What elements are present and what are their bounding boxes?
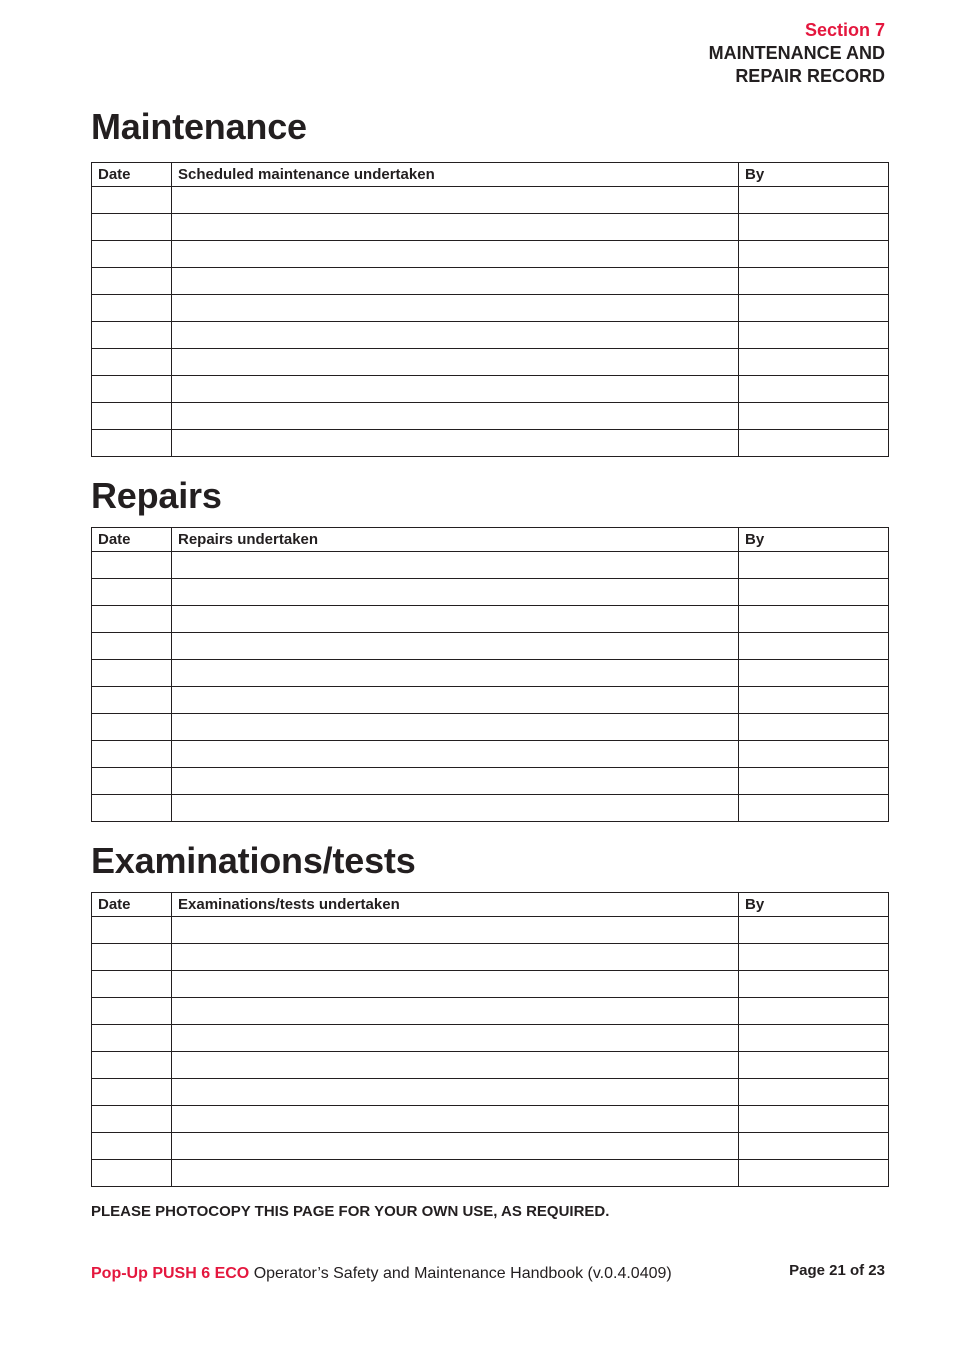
date-cell[interactable] xyxy=(92,1025,172,1052)
table-row xyxy=(92,741,889,768)
by-cell[interactable] xyxy=(739,944,889,971)
by-cell[interactable] xyxy=(739,1133,889,1160)
by-cell[interactable] xyxy=(739,349,889,376)
table-row xyxy=(92,660,889,687)
by-cell[interactable] xyxy=(739,768,889,795)
by-cell[interactable] xyxy=(739,1052,889,1079)
table-row xyxy=(92,579,889,606)
table-row xyxy=(92,1160,889,1187)
repairs-table xyxy=(91,527,889,822)
description-cell[interactable] xyxy=(172,295,739,322)
date-cell[interactable] xyxy=(92,579,172,606)
by-cell[interactable] xyxy=(739,971,889,998)
maintenance-heading: Maintenance xyxy=(91,106,307,147)
table-row xyxy=(92,1106,889,1133)
description-cell[interactable] xyxy=(172,741,739,768)
by-cell[interactable] xyxy=(739,998,889,1025)
date-cell[interactable] xyxy=(92,687,172,714)
date-cell[interactable] xyxy=(92,349,172,376)
description-cell[interactable] xyxy=(172,660,739,687)
description-cell[interactable] xyxy=(172,268,739,295)
by-cell[interactable] xyxy=(739,322,889,349)
table-row xyxy=(92,187,889,214)
table-row xyxy=(92,214,889,241)
table-row xyxy=(92,1052,889,1079)
by-cell[interactable] xyxy=(739,1025,889,1052)
table-row xyxy=(92,971,889,998)
description-cell[interactable] xyxy=(172,1106,739,1133)
table-row xyxy=(92,376,889,403)
table-row xyxy=(92,1025,889,1052)
by-cell[interactable] xyxy=(739,579,889,606)
by-cell[interactable] xyxy=(739,430,889,457)
description-cell[interactable] xyxy=(172,241,739,268)
by-cell[interactable] xyxy=(739,403,889,430)
date-cell[interactable] xyxy=(92,741,172,768)
by-cell[interactable] xyxy=(739,917,889,944)
description-cell[interactable] xyxy=(172,403,739,430)
description-cell[interactable] xyxy=(172,971,739,998)
description-cell[interactable] xyxy=(172,714,739,741)
description-cell[interactable] xyxy=(172,1025,739,1052)
table-row xyxy=(92,768,889,795)
by-cell[interactable] xyxy=(739,633,889,660)
description-cell[interactable] xyxy=(172,1133,739,1160)
by-cell[interactable] xyxy=(739,241,889,268)
table-row xyxy=(92,403,889,430)
column-header-by: By xyxy=(739,528,889,552)
description-cell[interactable] xyxy=(172,579,739,606)
by-cell[interactable] xyxy=(739,1160,889,1187)
description-cell[interactable] xyxy=(172,687,739,714)
date-cell[interactable] xyxy=(92,606,172,633)
table-row xyxy=(92,633,889,660)
by-cell[interactable] xyxy=(739,187,889,214)
section-title-line-2: REPAIR RECORD xyxy=(735,66,885,86)
column-header-date: Date xyxy=(92,893,172,917)
column-header-description: Examinations/tests undertaken xyxy=(172,893,739,917)
footer-document-title xyxy=(91,1265,672,1283)
description-cell[interactable] xyxy=(172,944,739,971)
column-header-description: Repairs undertaken xyxy=(172,528,739,552)
description-cell[interactable] xyxy=(172,606,739,633)
description-cell[interactable] xyxy=(172,322,739,349)
by-cell[interactable] xyxy=(739,741,889,768)
description-cell[interactable] xyxy=(172,1079,739,1106)
table-header-row xyxy=(92,163,889,187)
date-cell[interactable] xyxy=(92,322,172,349)
by-cell[interactable] xyxy=(739,268,889,295)
table-row xyxy=(92,687,889,714)
by-cell[interactable] xyxy=(739,1079,889,1106)
examinations-table xyxy=(91,892,889,1187)
by-cell[interactable] xyxy=(739,606,889,633)
maintenance-table xyxy=(91,162,889,457)
by-cell[interactable] xyxy=(739,714,889,741)
description-cell[interactable] xyxy=(172,917,739,944)
date-cell[interactable] xyxy=(92,1106,172,1133)
date-cell[interactable] xyxy=(92,714,172,741)
by-cell[interactable] xyxy=(739,795,889,822)
column-header-by: By xyxy=(739,163,889,187)
section-header xyxy=(709,19,885,88)
date-cell[interactable] xyxy=(92,268,172,295)
description-cell[interactable] xyxy=(172,795,739,822)
date-cell[interactable] xyxy=(92,944,172,971)
by-cell[interactable] xyxy=(739,687,889,714)
date-cell[interactable] xyxy=(92,214,172,241)
by-cell[interactable] xyxy=(739,295,889,322)
table-row xyxy=(92,998,889,1025)
photocopy-note: PLEASE PHOTOCOPY THIS PAGE FOR YOUR OWN USE, AS REQUIRED. xyxy=(91,1203,610,1220)
date-cell[interactable] xyxy=(92,1133,172,1160)
column-header-by: By xyxy=(739,893,889,917)
date-cell[interactable] xyxy=(92,633,172,660)
date-cell[interactable] xyxy=(92,1079,172,1106)
repairs-heading: Repairs xyxy=(91,475,222,516)
by-cell[interactable] xyxy=(739,1106,889,1133)
description-cell[interactable] xyxy=(172,633,739,660)
by-cell[interactable] xyxy=(739,552,889,579)
by-cell[interactable] xyxy=(739,214,889,241)
table-row xyxy=(92,322,889,349)
footer-handbook-title: Operator’s Safety and Maintenance Handbook (v.0.4.0409) xyxy=(253,1265,672,1282)
examinations-heading: Examinations/tests xyxy=(91,840,416,881)
column-header-date: Date xyxy=(92,163,172,187)
table-row xyxy=(92,917,889,944)
footer-brand: Pop-Up PUSH 6 ECO xyxy=(91,1265,250,1282)
table-header-row xyxy=(92,528,889,552)
description-cell[interactable] xyxy=(172,1052,739,1079)
table-row xyxy=(92,944,889,971)
description-cell[interactable] xyxy=(172,349,739,376)
table-row xyxy=(92,714,889,741)
page-number: Page 21 of 23 xyxy=(789,1262,885,1279)
date-cell[interactable] xyxy=(92,1052,172,1079)
table-row xyxy=(92,1133,889,1160)
table-row xyxy=(92,1079,889,1106)
date-cell[interactable] xyxy=(92,795,172,822)
table-row xyxy=(92,552,889,579)
column-header-description: Scheduled maintenance undertaken xyxy=(172,163,739,187)
table-row xyxy=(92,241,889,268)
date-cell[interactable] xyxy=(92,768,172,795)
date-cell[interactable] xyxy=(92,971,172,998)
date-cell[interactable] xyxy=(92,552,172,579)
description-cell[interactable] xyxy=(172,187,739,214)
date-cell[interactable] xyxy=(92,376,172,403)
table-row xyxy=(92,795,889,822)
description-cell[interactable] xyxy=(172,768,739,795)
section-title-line-1: MAINTENANCE AND xyxy=(708,43,885,63)
table-row xyxy=(92,606,889,633)
table-row xyxy=(92,268,889,295)
description-cell[interactable] xyxy=(172,998,739,1025)
table-row xyxy=(92,349,889,376)
by-cell[interactable] xyxy=(739,376,889,403)
description-cell[interactable] xyxy=(172,1160,739,1187)
by-cell[interactable] xyxy=(739,660,889,687)
column-header-date: Date xyxy=(92,528,172,552)
date-cell[interactable] xyxy=(92,403,172,430)
description-cell[interactable] xyxy=(172,430,739,457)
date-cell[interactable] xyxy=(92,241,172,268)
date-cell[interactable] xyxy=(92,187,172,214)
table-row xyxy=(92,430,889,457)
date-cell[interactable] xyxy=(92,660,172,687)
description-cell[interactable] xyxy=(172,376,739,403)
table-header-row xyxy=(92,893,889,917)
date-cell[interactable] xyxy=(92,998,172,1025)
description-cell[interactable] xyxy=(172,214,739,241)
date-cell[interactable] xyxy=(92,1160,172,1187)
date-cell[interactable] xyxy=(92,430,172,457)
description-cell[interactable] xyxy=(172,552,739,579)
date-cell[interactable] xyxy=(92,295,172,322)
date-cell[interactable] xyxy=(92,917,172,944)
section-number: Section 7 xyxy=(804,20,885,40)
table-row xyxy=(92,295,889,322)
